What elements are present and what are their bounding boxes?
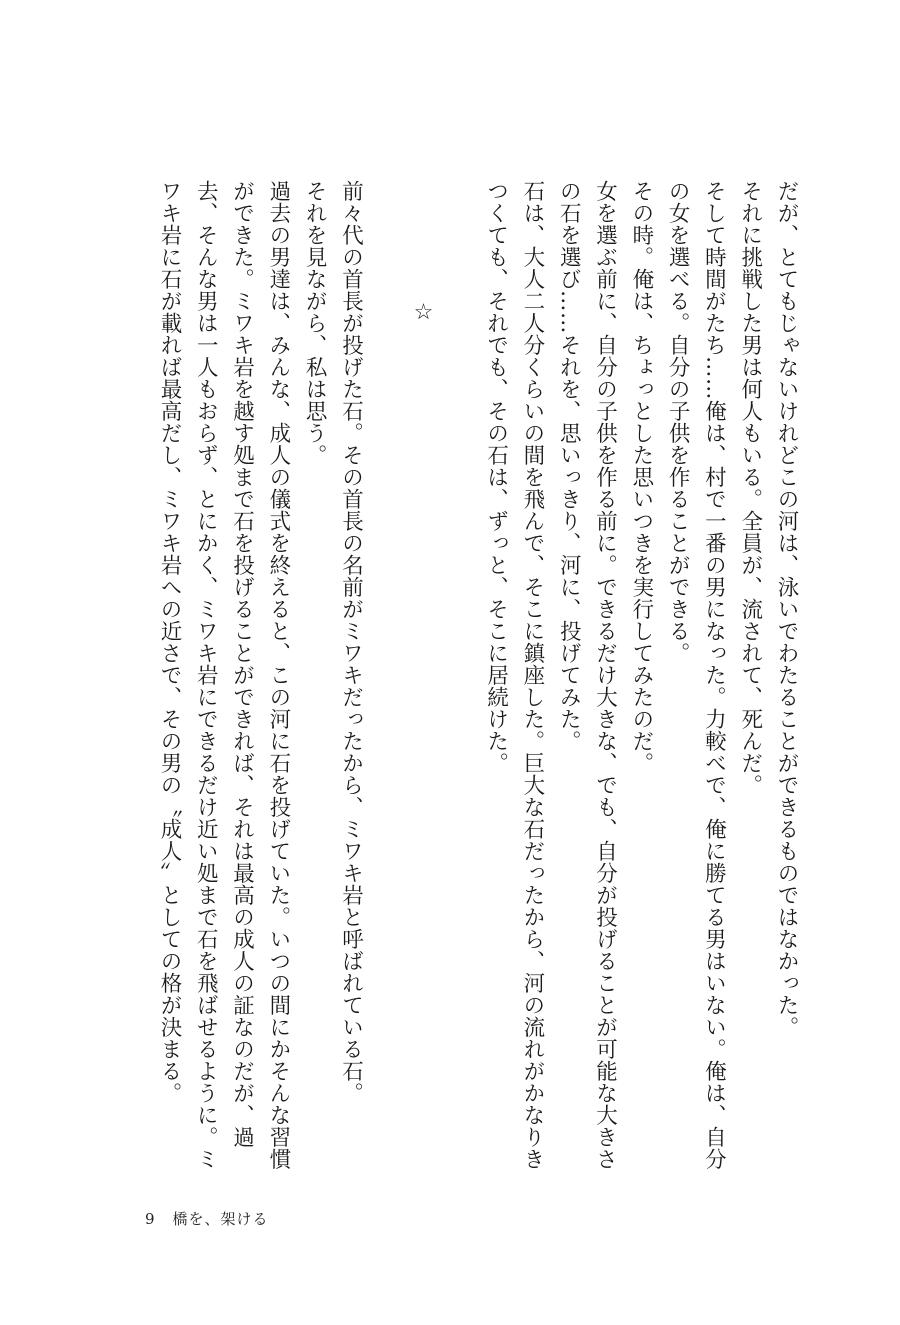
running-title: 橋を、架ける — [172, 1210, 269, 1228]
paragraph: そして時間がたち……俺は、村で一番の男になった。力較べで、俺に勝てる男はいない。俺は、自分の女を選べる。自分の子供を作ることができる。 — [665, 180, 727, 1170]
paragraph: その時。俺は、ちょっとした思いつきを実行してみたのだ。 — [628, 180, 654, 774]
paragraph: 女を選ぶ前に、自分の子供を作る前に。できるだけ大きな、でも、自分が投げることが可能な大きさの石を選び……それを、思いっきり、河に、投げてみた。 — [556, 180, 618, 1170]
paragraph: だが、とてもじゃないけれどこの河は、泳いでわたることができるものではなかった。 — [774, 180, 799, 1038]
section-break-star: ☆ — [411, 300, 437, 326]
vertical-text-block — [104, 180, 804, 1190]
paragraph: 石は、大人二人分くらいの間を飛んで、そこに鎮座した。巨大な石だったから、河の流れがかなりきつくても、それでも、その石は、ずっと、そこに居続けた。 — [483, 180, 545, 1170]
blank-line — [441, 180, 477, 1190]
paragraph: 前々代の首長が投げた石。その首長の名前がミワキだったから、ミワキ岩と呼ばれている石。 — [338, 180, 364, 1104]
page-number: 9 — [145, 1209, 155, 1228]
blank-line — [368, 180, 404, 1190]
page-footer — [145, 1208, 269, 1229]
paragraph: それに挑戦した男は何人もいる。全員が、流されて、死んだ。 — [737, 180, 763, 796]
paragraph: 過去の男達は、みんな、成人の儀式を終えると、この河に石を投げていた。いつの間にかそんな習慣ができた。ミワキ岩を越す処まで石を投げることができれば、それは最高の成人の証なのだが、過去、そんな男は一人もおらず、とにかく、ミワキ岩にできるだけ近い処まで石を飛ばせるように。ミワキ岩に石が載れば最高だし、ミワキ岩への近さで、その男の〝成人〟としての格が決まる。 — [156, 180, 291, 1170]
paragraph: それを見ながら、私は思う。 — [302, 180, 328, 466]
